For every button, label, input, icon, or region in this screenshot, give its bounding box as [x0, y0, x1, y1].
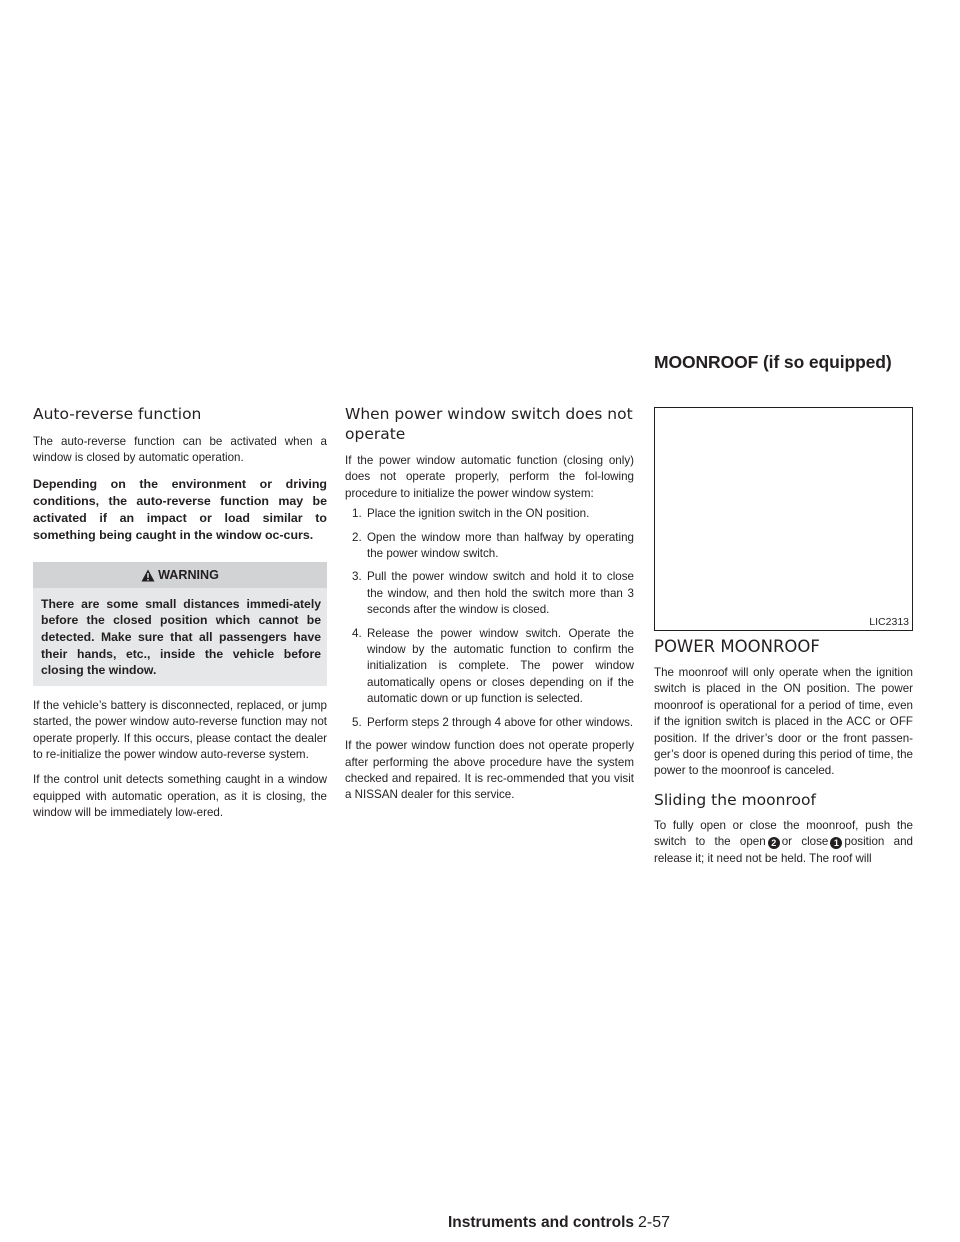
- auto-reverse-caution: Depending on the environment or driving conditions, the auto-reverse function may be activated if an impact or load similar to something being caught in the window oc-curs.: [33, 476, 327, 542]
- footer-chapter: Instruments and controls: [447, 1214, 634, 1231]
- power-moonroof-paragraph: The moonroof will only operate when the ignition switch is placed in the ON position. The power moonroof is operational for a period of time, even if the ignition switch is placed in the ACC or OFF position. If the driver’s door or the front passen-ger’s door is opened during this period of time, the power to the moonroof is canceled.: [654, 666, 913, 778]
- warning-title: WARNING: [158, 567, 219, 582]
- page-number: 2-57: [638, 1214, 671, 1231]
- warning-triangle-icon: [141, 565, 155, 591]
- warning-header: [33, 562, 327, 588]
- sliding-moonroof-paragraph: To fully open or close the moonroof, push the switch to the open 2 or close 1 position and release it; it need not be held. The roof will: [654, 818, 913, 865]
- list-item: 4. Release the power window switch. Operate the window by the automatic function to confirm the initialization is complete. The power window automatically opens or closes depending on if the automatic down or up function is selected.: [352, 626, 634, 706]
- power-moonroof-heading: POWER MOONROOF: [654, 637, 820, 656]
- left-column: [33, 404, 327, 822]
- window-switch-outro: If the power window function does not operate properly after performing the above procedure have the system checked and repaired. It is rec-ommended that you visit a NISSAN dealer for this service.: [345, 739, 634, 802]
- sliding-moonroof-heading: Sliding the moonroof: [654, 790, 816, 809]
- window-switch-heading: When power window switch does not operate: [345, 405, 633, 443]
- control-unit-paragraph: If the control unit detects something caught in a window equipped with automatic operation, as it is closing, the window will be immediately low-ered.: [33, 773, 327, 820]
- right-column: [654, 637, 913, 867]
- section-title: MOONROOF (if so equipped): [654, 352, 892, 372]
- list-item: 3. Pull the power window switch and hold it to close the window, and then hold the switch more than 3 seconds after the window is closed.: [352, 570, 634, 617]
- window-switch-intro: If the power window automatic function (closing only) does not operate properly, perform the fol-lowing procedure to initialize the power window system:: [345, 454, 634, 500]
- figure-code: LIC2313: [869, 616, 909, 628]
- warning-text: There are some small distances immedi-ately before the closed position which cannot be detected. Make sure that all passengers have their hands, etc., inside the vehicle before closing the window.: [41, 596, 321, 678]
- callout-open: 2: [768, 837, 780, 849]
- list-item: 2. Open the window more than halfway by operating the power window switch.: [352, 530, 634, 561]
- middle-column: [345, 404, 634, 804]
- moonroof-figure: [654, 407, 913, 631]
- list-item: 1. Place the ignition switch in the ON position.: [352, 507, 590, 521]
- auto-reverse-heading: Auto-reverse function: [33, 405, 202, 423]
- callout-close: 1: [830, 837, 842, 849]
- warning-box: [33, 562, 327, 686]
- auto-reverse-intro: The auto-reverse function can be activated when a window is closed by automatic operation.: [33, 435, 327, 465]
- list-item: 5. Perform steps 2 through 4 above for other windows.: [352, 715, 634, 729]
- battery-paragraph: If the vehicle’s battery is disconnected, replaced, or jump started, the power window auto-reverse function may not operate properly. If this occurs, please contact the dealer to re-initialize the power window auto-reverse system.: [33, 698, 327, 761]
- init-steps-list: [345, 506, 634, 731]
